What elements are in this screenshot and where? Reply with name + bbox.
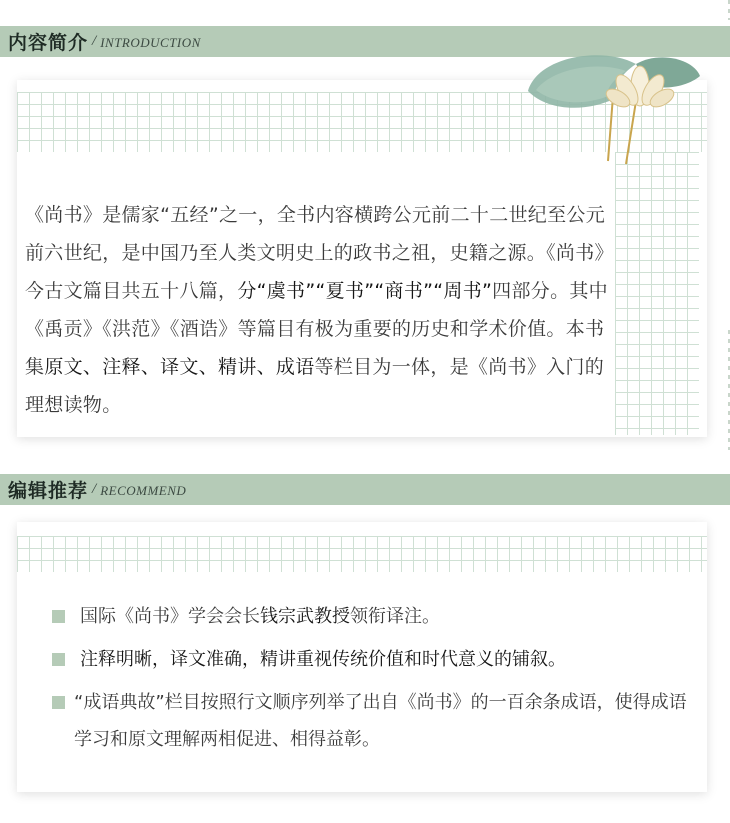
list-item-text: “成语典故”栏目按照行文顺序列举了出自《尚书》的一百余条成语，使得成语学习和原文理解两相促进、相得益彰。 bbox=[74, 692, 687, 750]
list-item bbox=[50, 598, 700, 635]
recommend-title-separator: / bbox=[92, 481, 97, 497]
intro-title: 内容简介 bbox=[8, 32, 89, 54]
intro-title-separator: / bbox=[92, 33, 97, 49]
recommend-title: 编辑推荐 bbox=[8, 480, 89, 502]
list-item-text: 领衔译注。 bbox=[350, 606, 440, 627]
lotus-leaf-icon bbox=[518, 46, 704, 170]
recommend-title-english: RECOMMEND bbox=[100, 483, 187, 498]
intro-text-part5: 等栏目为一体，是《尚书》入门的理想读物。 bbox=[25, 356, 605, 416]
square-bullet-icon bbox=[52, 696, 65, 709]
intro-text-part3: 四部分。其中《禹贡》《洪范》《酒诰》等篇目有极为重要的历史和学术价值。本书集 bbox=[25, 280, 608, 378]
intro-grid-side bbox=[615, 152, 699, 435]
intro-title-english: INTRODUCTION bbox=[100, 35, 201, 50]
square-bullet-icon bbox=[52, 653, 65, 666]
intro-text-part1: 《尚书》是儒家“五经”之一，全书内容横跨公元前二十二世纪至公元前六世纪，是中国乃至人类文明史上的政书之祖，史籍之源。《尚书》今古文篇目共五十八篇， bbox=[25, 204, 614, 302]
list-item bbox=[50, 684, 700, 758]
square-bullet-icon bbox=[52, 610, 65, 623]
intro-text-part4: 原文、注释、译文、精讲、成语 bbox=[44, 356, 315, 378]
recommend-list bbox=[50, 598, 700, 764]
list-item-text: 译文准确，精讲重视传统价值和时代意义的铺叙。 bbox=[170, 649, 566, 670]
intro-text-part2: 分“虞书”“夏书”“商书”“周书” bbox=[237, 280, 493, 302]
list-item-text: 国际《尚书》学会会长 bbox=[80, 606, 260, 627]
list-item-highlight: 注释明晰， bbox=[80, 649, 170, 670]
recommend-grid-top bbox=[17, 536, 707, 572]
intro-paragraph bbox=[25, 196, 615, 424]
recommend-header-bar bbox=[0, 474, 730, 505]
list-item-highlight: 钱宗武教授 bbox=[260, 606, 350, 627]
list-item bbox=[50, 641, 700, 678]
